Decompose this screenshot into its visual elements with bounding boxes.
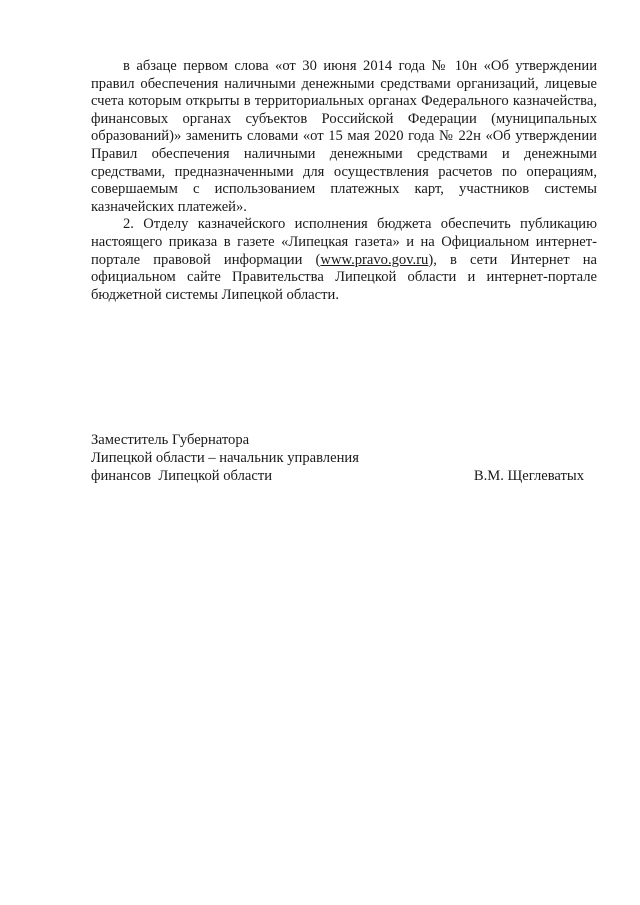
signatory-name: В.М. Щеглеватых — [473, 468, 584, 484]
signatory-title-line3: финансов Липецкой области — [91, 468, 273, 484]
publication-text-start: 2. Отделу казначейского исполнения бюджета обеспечить публикацию настоящего приказа в газете «Липецкая газета» и на Официальном интернет-портале правовой информации ( — [91, 216, 597, 268]
publication-text-end: ), в сети Интернет на официальном сайте Правительства Липецкой области и интернет-портале бюджетной системы Липецкой области. — [91, 251, 597, 303]
signatory-title-line1: Заместитель Губернатора — [91, 432, 250, 448]
signatory-title-line2: Липецкой области – начальник управления — [91, 450, 359, 466]
signature-row — [91, 467, 591, 485]
paragraph-publication — [91, 216, 597, 304]
signature-block — [91, 431, 591, 485]
paragraph-amendment: в абзаце первом слова «от 30 июня 2014 года № 10н «Об утверждении правил обеспечения наличными денежными средствами организаций, лицевые счета которым открыты в территориальных органах Федерального казначейства, финансовых органах субъектов Российской Федерации (муниципальных образований)» заменить словами «от 15 мая 2020 года № 22н «Об утверждении Правил обеспечения наличными денежными средствами и денежными средствами, предназначенными для осуществления расчетов по операциям, совершаемым с использованием платежных карт, участников системы казначейских платежей». — [91, 58, 597, 215]
pravo-gov-link[interactable]: www.pravo.gov.ru — [320, 251, 429, 268]
document-body — [91, 58, 597, 304]
